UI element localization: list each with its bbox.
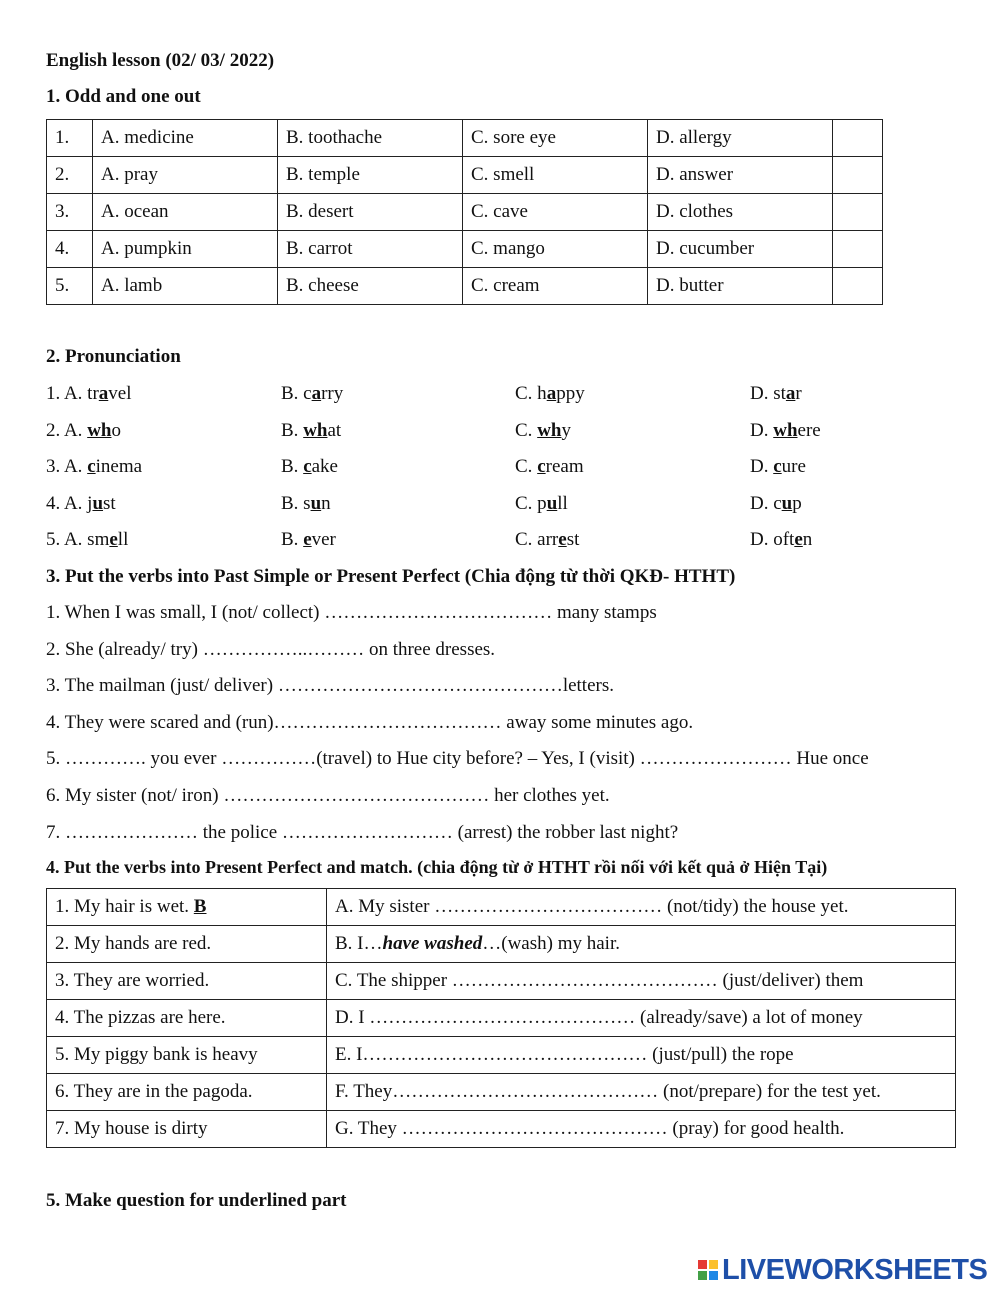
option-d: D. butter	[648, 268, 833, 305]
answer-cell[interactable]	[833, 120, 883, 157]
option-text: ere	[797, 419, 821, 441]
result-text: G. They …………………………………… (pray) for good health.	[335, 1118, 845, 1139]
exercise-line: 2. She (already/ try) ……………..……… on three dresses.	[46, 638, 496, 660]
result-cell	[327, 963, 956, 1000]
result-cell	[327, 1074, 956, 1111]
situation-text: 3. They are worried.	[55, 970, 210, 991]
underlined-sound: u	[310, 492, 322, 514]
option-text: rry	[321, 383, 344, 404]
underlined-sound: c	[87, 456, 96, 477]
pronunciation-option-d	[750, 384, 802, 403]
section3-heading: 3. Put the verbs into Past Simple or Present Perfect (Chia động từ thời QKĐ- HTHT)	[46, 566, 736, 587]
table-row	[47, 1000, 956, 1037]
pronunciation-option-d	[750, 530, 812, 549]
underlined-sound: a	[98, 383, 109, 404]
option-text: ll	[557, 492, 568, 514]
pronunciation-option-c	[515, 421, 571, 440]
table-row	[47, 1074, 956, 1111]
exercise-line: 5. …………. you ever ……………(travel) to Hue city before? – Yes, I (visit) …………………… Hue once	[46, 748, 869, 770]
option-a: A. pray	[93, 157, 278, 194]
option-text: inema	[95, 456, 143, 477]
situation-cell	[47, 889, 327, 926]
answer-cell[interactable]	[833, 231, 883, 268]
underlined-sound: u	[546, 492, 558, 514]
option-b: B. desert	[278, 194, 463, 231]
answer-cell[interactable]	[833, 268, 883, 305]
table-row	[47, 194, 883, 231]
pronunciation-option-c	[515, 494, 568, 513]
pronunciation-option-c	[515, 530, 579, 549]
option-text: B.	[281, 419, 304, 441]
page-title: English lesson (02/ 03/ 2022)	[46, 50, 275, 71]
pronunciation-option-b	[281, 421, 341, 440]
odd-one-out-table	[46, 119, 883, 305]
row-number: 1.	[47, 120, 93, 157]
option-text: st	[103, 492, 116, 514]
pronunciation-option-d	[750, 494, 802, 513]
option-text: n	[321, 492, 331, 514]
option-text: o	[111, 419, 121, 441]
section5-heading: 5. Make question for underlined part	[46, 1190, 347, 1211]
result-text: B. I…	[335, 933, 383, 954]
logo-text: LIVEWORKSHEETS	[722, 1253, 988, 1286]
underlined-sound: c	[773, 456, 782, 477]
option-b: B. cheese	[278, 268, 463, 305]
row-number: 5.	[47, 268, 93, 305]
situation-text: 2. My hands are red.	[55, 933, 212, 954]
underlined-sound: wh	[537, 419, 562, 441]
underlined-sound: wh	[303, 419, 328, 441]
option-text: B.	[281, 529, 304, 550]
table-row	[47, 1111, 956, 1148]
option-text: B. s	[281, 492, 311, 514]
logo-square-yellow	[709, 1260, 718, 1269]
section4-heading: 4. Put the verbs into Present Perfect and match. (chia động từ ở HTHT rồi nối với kết quả ở Hiện Tại)	[46, 857, 828, 877]
table-row	[47, 889, 956, 926]
option-text: y	[561, 419, 571, 441]
option-text: ure	[781, 456, 806, 477]
table-row	[47, 120, 883, 157]
result-cell	[327, 1037, 956, 1074]
situation-text: 6. They are in the pagoda.	[55, 1081, 253, 1102]
table-row	[47, 1037, 956, 1074]
pronunciation-option-d	[750, 457, 806, 476]
underlined-sound: c	[303, 456, 312, 477]
option-a: A. pumpkin	[93, 231, 278, 268]
pronunciation-option-a	[46, 494, 116, 513]
result-cell	[327, 889, 956, 926]
exercise-line: 1. When I was small, I (not/ collect) ……………………………… many stamps	[46, 602, 657, 623]
situation-cell	[47, 963, 327, 1000]
option-a: A. lamb	[93, 268, 278, 305]
exercise-line: 6. My sister (not/ iron) …………………………………… her clothes yet.	[46, 785, 610, 806]
result-text: E. I……………………………………… (just/pull) the rope	[335, 1044, 794, 1065]
exercise-line: 7. ………………… the police ……………………… (arrest) the robber last night?	[46, 821, 679, 843]
option-c: C. smell	[463, 157, 648, 194]
option-text: ppy	[556, 383, 585, 404]
option-text: ll	[117, 529, 129, 550]
underlined-sound: e	[558, 529, 567, 550]
result-text: C. The shipper …………………………………… (just/deliver) them	[335, 970, 864, 991]
option-c: C. mango	[463, 231, 648, 268]
pronunciation-option-c	[515, 457, 584, 476]
option-text: at	[327, 419, 342, 441]
table-row	[47, 231, 883, 268]
underlined-sound: e	[794, 529, 803, 550]
option-d: D. clothes	[648, 194, 833, 231]
underlined-sound: a	[311, 383, 322, 404]
logo-square-green	[698, 1271, 707, 1280]
pronunciation-option-b	[281, 530, 336, 549]
logo-square-red	[698, 1260, 707, 1269]
option-b: B. toothache	[278, 120, 463, 157]
pronunciation-option-a	[46, 530, 128, 549]
option-b: B. carrot	[278, 231, 463, 268]
pronunciation-option-b	[281, 384, 343, 403]
row-number: 2.	[47, 157, 93, 194]
option-text: 3. A.	[46, 456, 88, 477]
underlined-sound: wh	[87, 419, 112, 441]
result-text: D. I …………………………………… (already/save) a lot of money	[335, 1007, 863, 1028]
answer-cell[interactable]	[833, 157, 883, 194]
option-text: C. p	[515, 492, 547, 514]
section1-heading: 1. Odd and one out	[46, 86, 201, 107]
option-text: n	[802, 529, 813, 550]
table-row	[47, 963, 956, 1000]
option-text: ver	[311, 529, 336, 550]
option-text: C.	[515, 456, 538, 477]
match-answer[interactable]: B	[193, 896, 207, 917]
option-a: A. medicine	[93, 120, 278, 157]
exercise-line: 3. The mailman (just/ deliver) ………………………………………letters.	[46, 675, 614, 697]
section2-heading: 2. Pronunciation	[46, 346, 181, 367]
result-cell	[327, 1111, 956, 1148]
option-a: A. ocean	[93, 194, 278, 231]
situation-text: 5. My piggy bank is heavy	[55, 1044, 258, 1065]
underlined-sound: e	[303, 529, 312, 550]
row-number: 4.	[47, 231, 93, 268]
underlined-sound: u	[781, 492, 793, 514]
underlined-sound: wh	[773, 419, 798, 441]
result-cell	[327, 926, 956, 963]
pronunciation-option-b	[281, 457, 338, 476]
situation-text: 7. My house is dirty	[55, 1118, 208, 1139]
situation-cell	[47, 926, 327, 963]
result-text: A. My sister ……………………………… (not/tidy) the house yet.	[335, 896, 849, 917]
underlined-sound: a	[546, 383, 557, 404]
logo-square-blue	[709, 1271, 718, 1280]
option-text: C.	[515, 419, 538, 441]
option-text: D. st	[750, 383, 786, 404]
option-text: r	[795, 383, 802, 404]
underlined-sound: e	[109, 529, 118, 550]
option-text: D. c	[750, 492, 782, 514]
liveworksheets-logo	[698, 1255, 987, 1285]
pronunciation-option-a	[46, 457, 142, 476]
logo-mark-icon	[698, 1260, 718, 1280]
situation-cell	[47, 1111, 327, 1148]
pronunciation-option-b	[281, 494, 331, 513]
option-text: D.	[750, 456, 774, 477]
option-text: vel	[108, 383, 132, 404]
situation-cell	[47, 1074, 327, 1111]
option-text: B.	[281, 456, 304, 477]
situation-text: 4. The pizzas are here.	[55, 1007, 226, 1028]
underlined-sound: c	[537, 456, 546, 477]
pronunciation-option-c	[515, 384, 585, 403]
result-text: F. They…………………………………… (not/prepare) for the test yet.	[335, 1081, 881, 1102]
pronunciation-option-d	[750, 421, 821, 440]
matching-table	[46, 888, 956, 1148]
option-c: C. cave	[463, 194, 648, 231]
option-text: 1. A. tr	[46, 383, 99, 404]
option-c: C. cream	[463, 268, 648, 305]
option-b: B. temple	[278, 157, 463, 194]
option-text: C. arr	[515, 529, 559, 550]
option-text: D. oft	[750, 529, 795, 550]
row-number: 3.	[47, 194, 93, 231]
example-answer: have washed	[382, 933, 483, 954]
table-row	[47, 926, 956, 963]
result-cell	[327, 1000, 956, 1037]
option-d: D. answer	[648, 157, 833, 194]
answer-cell[interactable]	[833, 194, 883, 231]
situation-text: 1. My hair is wet.	[55, 896, 194, 917]
option-text: C. h	[515, 383, 547, 404]
result-text: …(wash) my hair.	[482, 933, 620, 954]
situation-cell	[47, 1000, 327, 1037]
option-d: D. allergy	[648, 120, 833, 157]
pronunciation-option-a	[46, 384, 132, 403]
situation-cell	[47, 1037, 327, 1074]
option-text: 5. A. sm	[46, 529, 110, 550]
option-text: B. c	[281, 383, 312, 404]
option-text: ream	[545, 456, 584, 477]
pronunciation-option-a	[46, 421, 121, 440]
table-row	[47, 268, 883, 305]
option-d: D. cucumber	[648, 231, 833, 268]
option-text: 4. A. j	[46, 492, 93, 514]
option-text: 2. A.	[46, 419, 88, 441]
option-text: p	[792, 492, 802, 514]
option-text: ake	[311, 456, 338, 477]
option-text: st	[566, 529, 580, 550]
option-text: D.	[750, 419, 774, 441]
table-row	[47, 157, 883, 194]
underlined-sound: u	[92, 492, 104, 514]
underlined-sound: a	[785, 383, 796, 404]
exercise-line: 4. They were scared and (run)……………………………… away some minutes ago.	[46, 711, 694, 733]
option-c: C. sore eye	[463, 120, 648, 157]
